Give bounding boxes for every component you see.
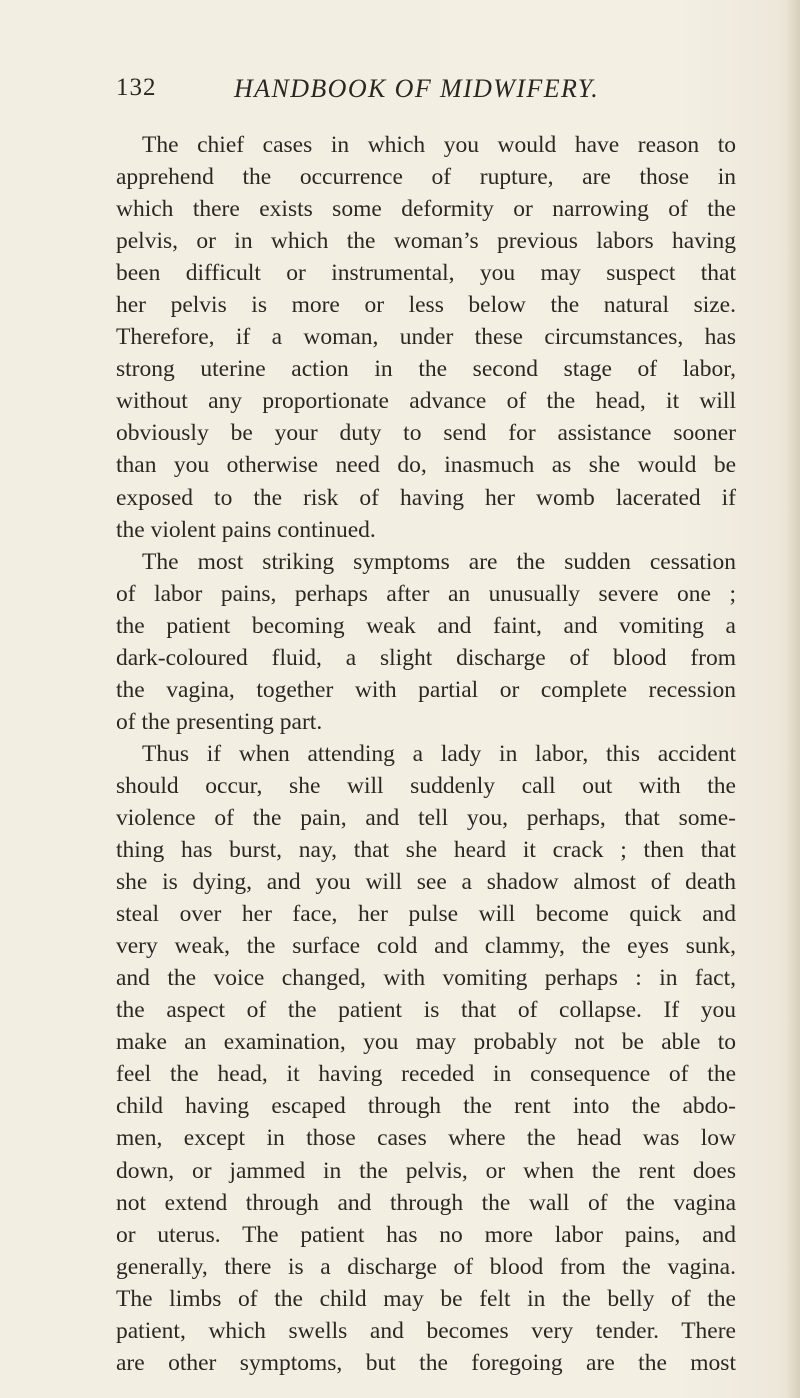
text-line: The limbs of the child may be felt in the belly of the <box>116 1285 736 1312</box>
text-line: the patient becoming weak and faint, and vomiting a <box>116 612 736 639</box>
text-line: are other symptoms, but the foregoing are the most <box>116 1349 736 1376</box>
text-line: which there exists some deformity or narrowing of the <box>116 196 736 223</box>
text-line: down, or jammed in the pelvis, or when the rent does <box>116 1157 736 1184</box>
page-edge-shadow <box>786 0 800 1398</box>
text-line: feel the head, it having receded in consequence of the <box>116 1061 736 1088</box>
text-line: should occur, she will suddenly call out with the <box>116 772 736 799</box>
text-line: strong uterine action in the second stage of labor, <box>116 356 736 383</box>
text-line: without any proportionate advance of the head, it will <box>116 388 736 415</box>
text-line: the violent pains continued. <box>116 516 376 543</box>
text-line: pelvis, or in which the woman’s previous labors having <box>116 228 736 255</box>
text-line: very weak, the surface cold and clammy, the eyes sunk, <box>116 933 736 960</box>
text-line: make an examination, you may probably not be able to <box>116 1029 736 1056</box>
page-number: 132 <box>116 74 157 101</box>
text-line: child having escaped through the rent into the abdo- <box>116 1093 736 1120</box>
text-line: the vagina, together with partial or complete recession <box>116 676 736 703</box>
body-text <box>116 129 736 1379</box>
text-line: The chief cases in which you would have reason to <box>142 132 736 158</box>
text-line: patient, which swells and becomes very tender. There <box>116 1317 736 1344</box>
paragraph <box>116 129 736 546</box>
text-line: The most striking symptoms are the sudden cessation <box>142 548 736 575</box>
text-line: her pelvis is more or less below the natural size. <box>116 292 736 319</box>
text-line: she is dying, and you will see a shadow almost of death <box>116 869 736 896</box>
text-line: the aspect of the patient is that of collapse. If you <box>116 997 736 1024</box>
text-line: apprehend the occurrence of rupture, are those in <box>116 164 736 191</box>
text-line: steal over her face, her pulse will become quick and <box>116 901 736 928</box>
text-line: men, except in those cases where the head was low <box>116 1125 736 1152</box>
text-line: obviously be your duty to send for assistance sooner <box>116 420 736 447</box>
text-line: of the presenting part. <box>116 708 323 735</box>
text-line: thing has burst, nay, that she heard it crack ; then that <box>116 837 736 864</box>
text-line: been difficult or instrumental, you may suspect that <box>116 260 736 287</box>
text-line: than you otherwise need do, inasmuch as she would be <box>116 452 736 479</box>
text-line: Therefore, if a woman, under these circumstances, has <box>116 324 736 351</box>
paragraph <box>116 546 736 738</box>
book-title: HANDBOOK OF MIDWIFERY. <box>234 74 600 103</box>
text-line: generally, there is a discharge of blood from the vagina. <box>116 1253 736 1280</box>
running-head <box>116 74 716 114</box>
text-line: exposed to the risk of having her womb lacerated if <box>116 484 736 511</box>
text-line: dark-coloured fluid, a slight discharge of blood from <box>116 644 736 671</box>
text-line: violence of the pain, and tell you, perhaps, that some- <box>116 804 736 831</box>
paragraph <box>116 738 736 1379</box>
text-line: not extend through and through the wall of the vagina <box>116 1189 736 1216</box>
text-line: Thus if when attending a lady in labor, this accident <box>142 740 736 767</box>
text-line: or uterus. The patient has no more labor pains, and <box>116 1221 736 1248</box>
text-line: of labor pains, perhaps after an unusually severe one ; <box>116 580 736 607</box>
text-line: and the voice changed, with vomiting perhaps : in fact, <box>116 965 736 992</box>
